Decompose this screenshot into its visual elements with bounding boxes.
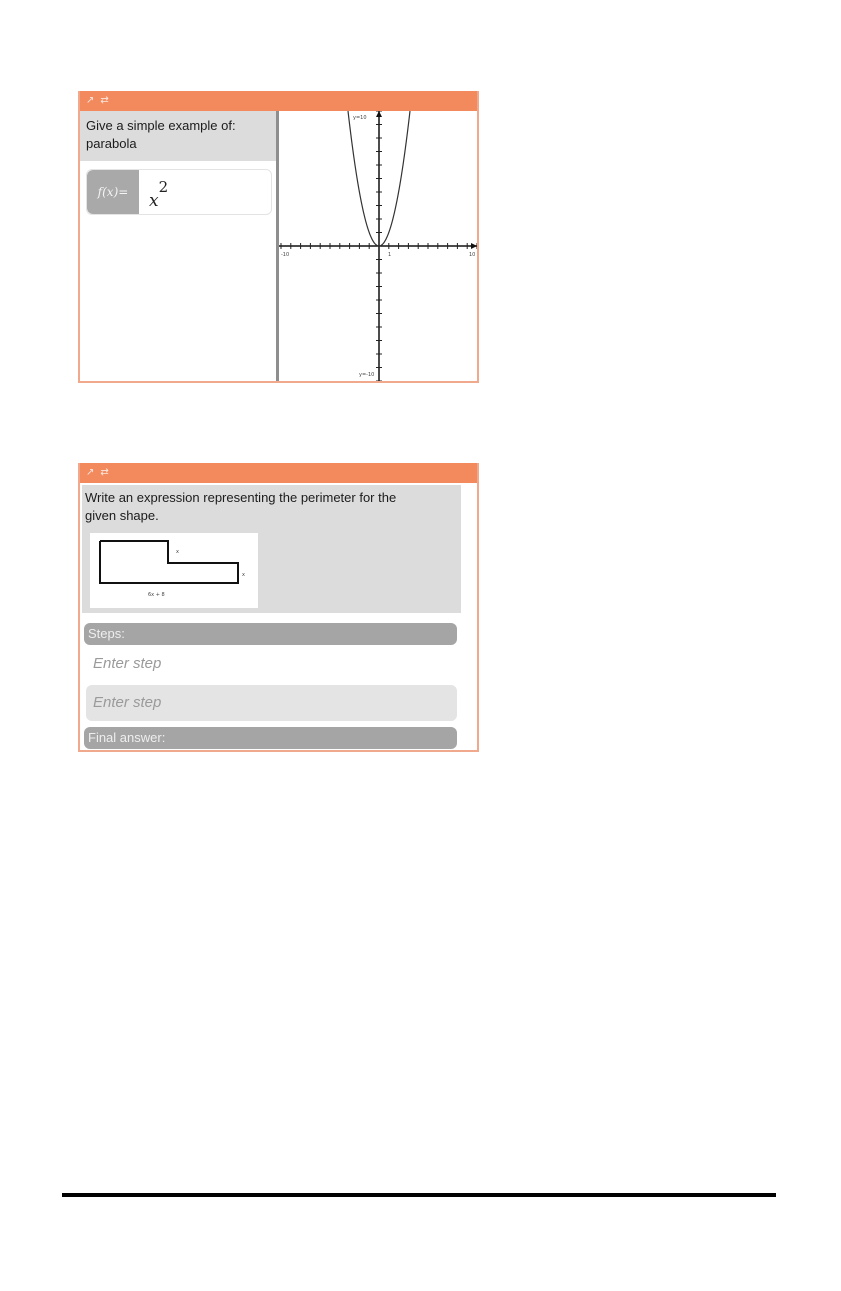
question-text-line2: given shape.: [85, 508, 159, 523]
arrows-icon[interactable]: ⇄: [100, 95, 109, 106]
function-input[interactable]: [149, 176, 169, 211]
l-shape-outline: [100, 541, 238, 583]
shape-bottom-label: 6x + 8: [148, 592, 165, 598]
question-text-line1: Write an expression representing the perimeter for the: [85, 490, 397, 505]
function-label: f(x)=: [87, 170, 139, 214]
function-entry[interactable]: [86, 169, 272, 215]
final-answer-header: Final answer:: [84, 727, 457, 749]
shape-top-label: x: [176, 549, 179, 555]
question-prompt: [82, 485, 461, 613]
y-max-label: y=10: [353, 115, 367, 121]
x-tick-label: 1: [388, 252, 392, 258]
step-input-2[interactable]: Enter step: [86, 685, 457, 721]
x-max-label: 10: [469, 252, 476, 258]
x-axis-arrow: [471, 243, 477, 249]
graph-canvas[interactable]: [279, 111, 477, 381]
question-prompt: [80, 111, 276, 161]
window-titlebar: [80, 91, 477, 111]
question-text-line2: parabola: [86, 136, 137, 151]
arrows-icon[interactable]: ⇄: [100, 467, 109, 478]
function-base: x: [149, 191, 159, 211]
steps-header: Steps:: [84, 623, 457, 645]
shape-image: [90, 533, 258, 608]
x-min-label: -10: [281, 252, 290, 258]
shape-right-label: x: [242, 572, 245, 578]
step-input-1[interactable]: Enter step: [86, 646, 457, 682]
wrench-icon[interactable]: ↗: [86, 95, 95, 106]
parabola-question-window: [78, 91, 479, 383]
footer-rule: [62, 1193, 776, 1197]
question-pane: [80, 111, 276, 381]
perimeter-question-window: [78, 463, 479, 752]
question-text: [85, 489, 457, 525]
wrench-icon[interactable]: ↗: [86, 467, 95, 478]
shape-diagram: [90, 533, 258, 608]
question-text-line1: Give a simple example of:: [86, 118, 236, 133]
graph-pane[interactable]: [279, 111, 477, 381]
function-exponent: 2: [158, 178, 169, 196]
window-titlebar: [80, 463, 477, 483]
y-min-label: y=-10: [359, 372, 375, 378]
y-axis-arrow: [376, 111, 382, 117]
